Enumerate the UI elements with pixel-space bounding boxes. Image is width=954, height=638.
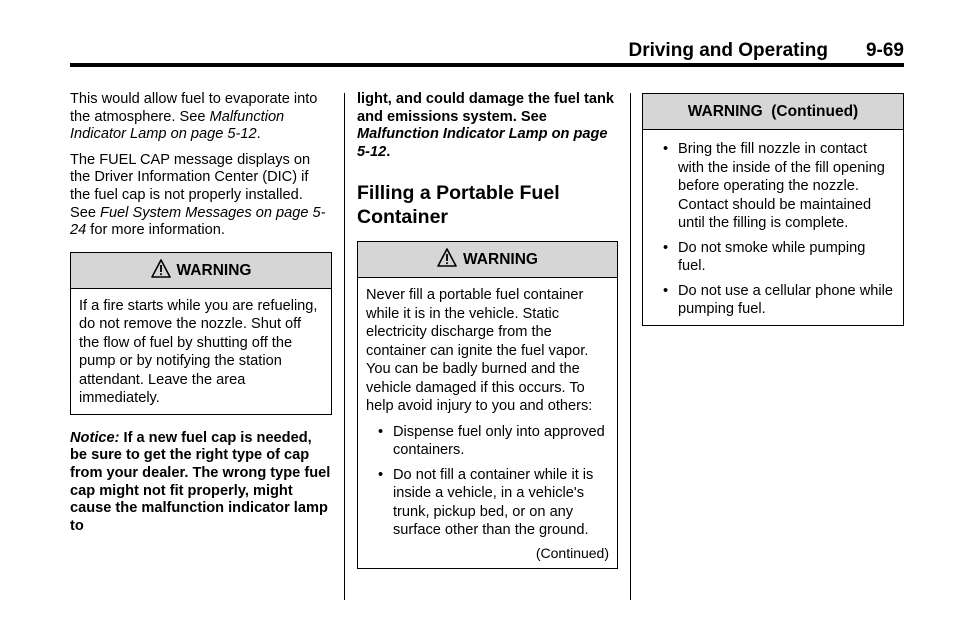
column-divider-right <box>630 93 631 600</box>
bullet-icon: • <box>663 141 669 157</box>
column-1 <box>70 91 332 543</box>
bullet-icon: • <box>663 282 669 299</box>
column-2 <box>357 91 618 569</box>
list-item: • Do not fill a container while it is inside a vehicle, in a vehicle's trunk, pickup bed, or on any surface other than the ground. <box>378 466 594 539</box>
notice-paragraph: Notice: If a new fuel cap is needed, be sure to get the right type of cap from your dealer. The wrong type fuel cap might not fit properly, might cause the malfunction indicator lamp to <box>70 429 331 534</box>
warning-box-fire <box>70 252 332 415</box>
section-title: Filling a Portable Fuel Container <box>357 182 560 229</box>
warning-triangle-icon <box>437 245 457 280</box>
page-number: 9-69 <box>865 40 904 61</box>
list-item: • Do not use a cellular phone while pumping fuel. <box>663 282 893 317</box>
bullet-icon: • <box>378 466 384 483</box>
paragraph-fuel-cap-message: The FUEL CAP message displays on the Driver Information Center (DIC) if the fuel cap is not properly installed. See Fuel System Messages on page 5-24 for more information. <box>70 151 326 239</box>
cross-reference-link[interactable]: Fuel System Messages on page 5-24 <box>70 204 326 239</box>
list-item: • Do not smoke while pumping fuel. <box>663 239 866 274</box>
warning-body: If a fire starts while you are refueling, do not remove the nozzle. Shut off the flow of fuel by shutting off the pump or by notifying the station attendant. Leave the area immediately. <box>79 297 318 407</box>
warning-header: WARNING (Continued) <box>643 94 903 130</box>
column-3 <box>642 93 904 326</box>
warning-intro: Never fill a portable fuel container while it is in the vehicle. Static electricity discharge from the container can ignite the fuel vapor. You can be badly burned and the vehicle damaged if this occurs. To help avoid injury to you and others: <box>366 287 593 415</box>
warning-box-portable-container <box>357 241 618 569</box>
warning-triangle-icon <box>151 256 171 291</box>
paragraph-evaporate: This would allow fuel to evaporate into the atmosphere. See Malfunction Indicator Lamp on page 5-12. <box>70 91 318 143</box>
continued-label: (Continued) <box>535 544 609 561</box>
warning-header <box>71 253 331 289</box>
header-rule <box>70 63 904 67</box>
warning-body <box>643 130 903 325</box>
warning-title: WARNING <box>463 251 538 269</box>
cross-reference-link[interactable]: Malfunction Indicator Lamp on page 5-12 <box>357 126 608 160</box>
cross-reference-link[interactable]: Malfunction Indicator Lamp on page 5-12 <box>70 108 285 143</box>
warning-box-continued <box>642 93 904 326</box>
column-divider-left <box>344 93 345 600</box>
warning-body <box>358 278 617 568</box>
section-header-title: Driving and Operating <box>628 40 828 61</box>
notice-continued: light, and could damage the fuel tank and emissions system. See Malfunction Indicator Lamp on page 5-12. <box>357 91 615 160</box>
warning-title: WARNING <box>176 261 252 279</box>
notice-label: Notice: <box>70 429 120 446</box>
list-item: • Bring the fill nozzle in contact with the inside of the fill opening before operating the nozzle. Contact should be maintained until the filling is complete. <box>663 141 885 231</box>
page-header <box>70 40 904 62</box>
bullet-icon: • <box>663 239 669 256</box>
bullet-icon: • <box>378 423 384 440</box>
list-item: • Dispense fuel only into approved containers. <box>378 423 605 459</box>
warning-header <box>358 242 617 278</box>
